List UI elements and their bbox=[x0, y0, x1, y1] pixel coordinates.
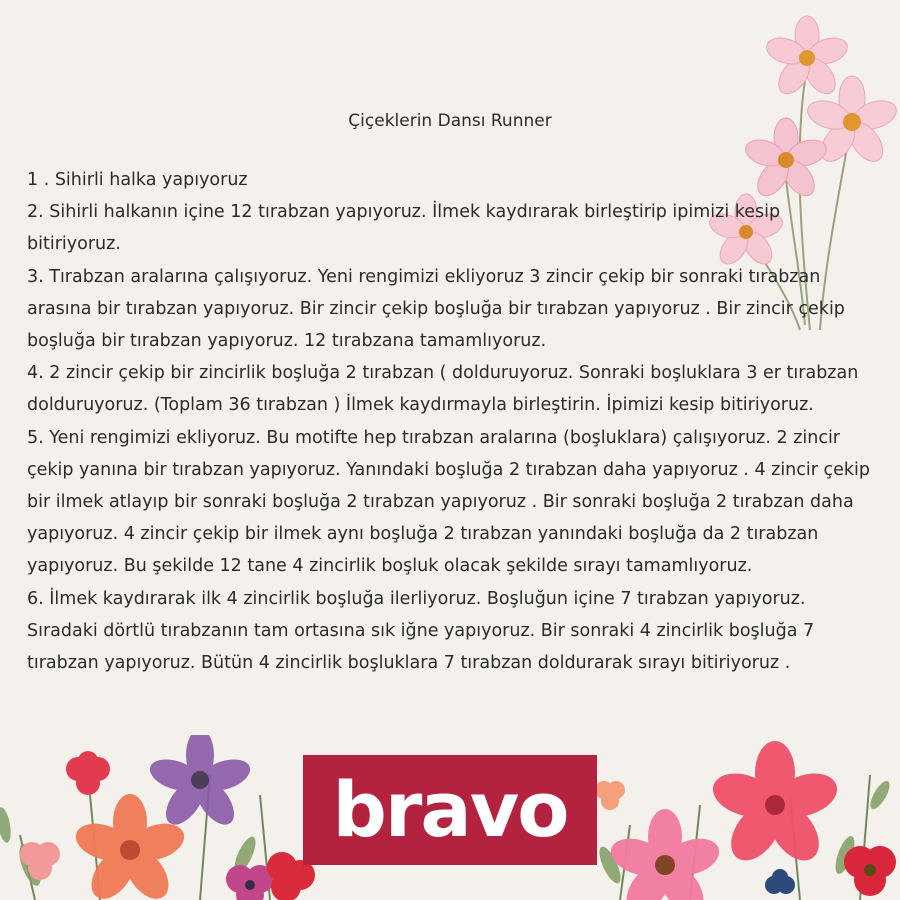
step-1: 1 . Sihirli halka yapıyoruz bbox=[27, 170, 248, 190]
instructions-text bbox=[27, 164, 875, 679]
step-6: 6. İlmek kaydırarak ilk 4 zincirlik boşluğa ilerliyoruz. Boşluğun içine 7 tırabzan yapıyoruz. Sıradaki dörtlü tırabzanın tam ortasına sık iğne yapıyoruz. Bir sonraki 4 zincirlik boşluğa 7 tırabzan yapıyoruz. Bütün 4 zincirlik boşluklara 7 tırabzan doldurarak sırayı bitiriyoruz . bbox=[27, 588, 815, 674]
page-title: Çiçeklerin Dansı Runner bbox=[348, 111, 552, 131]
bravo-logo bbox=[303, 755, 597, 865]
step-5: 5. Yeni rengimizi ekliyoruz. Bu motifte hep tırabzan aralarına (boşluklara) çalışıyoruz. 2 zincir çekip yanına bir tırabzan yapıyoruz. Yanındaki boşluğa 2 tırabzan daha yapıyoruz . 4 zincir çekip bir ilmek atlayıp bir sonraki boşluğa 2 tırabzan yapıyoruz . Bir sonraki boşluğa 2 tırabzan daha yapıyoruz. 4 zincir çekip bir ilmek aynı boşluğa 2 tırabzan yanındaki boşluğa da 2 tırabzan yapıyoruz. Bu şekilde 12 tane 4 zincirlik boşluk olacak şekilde sırayı tamamlıyoruz. bbox=[27, 427, 871, 577]
step-2: 2. Sihirli halkanın içine 12 tırabzan yapıyoruz. İlmek kaydırarak birleştirip ipimizi kesip bitiriyoruz. bbox=[27, 202, 781, 255]
step-4: 4. 2 zincir çekip bir zincirlik boşluğa 2 tırabzan ( dolduruyoruz. Sonraki boşluklara 3 er tırabzan dolduruyoruz. (Toplam 36 tırabzan ) İlmek kaydırmayla birleştirin. İpimizi kesip bitiriyoruz. bbox=[27, 363, 859, 416]
step-3: 3. Tırabzan aralarına çalışıyoruz. Yeni rengimizi ekliyoruz 3 zincir çekip bir sonraki tırabzan arasına bir tırabzan yapıyoruz. Bir zincir çekip boşluğa bir tırabzan yapıyoruz . Bir zincir çekip boşluğa bir tırabzan yapıyoruz. 12 tırabzana tamamlıyoruz. bbox=[27, 266, 845, 352]
logo-text: bravo bbox=[332, 765, 568, 854]
